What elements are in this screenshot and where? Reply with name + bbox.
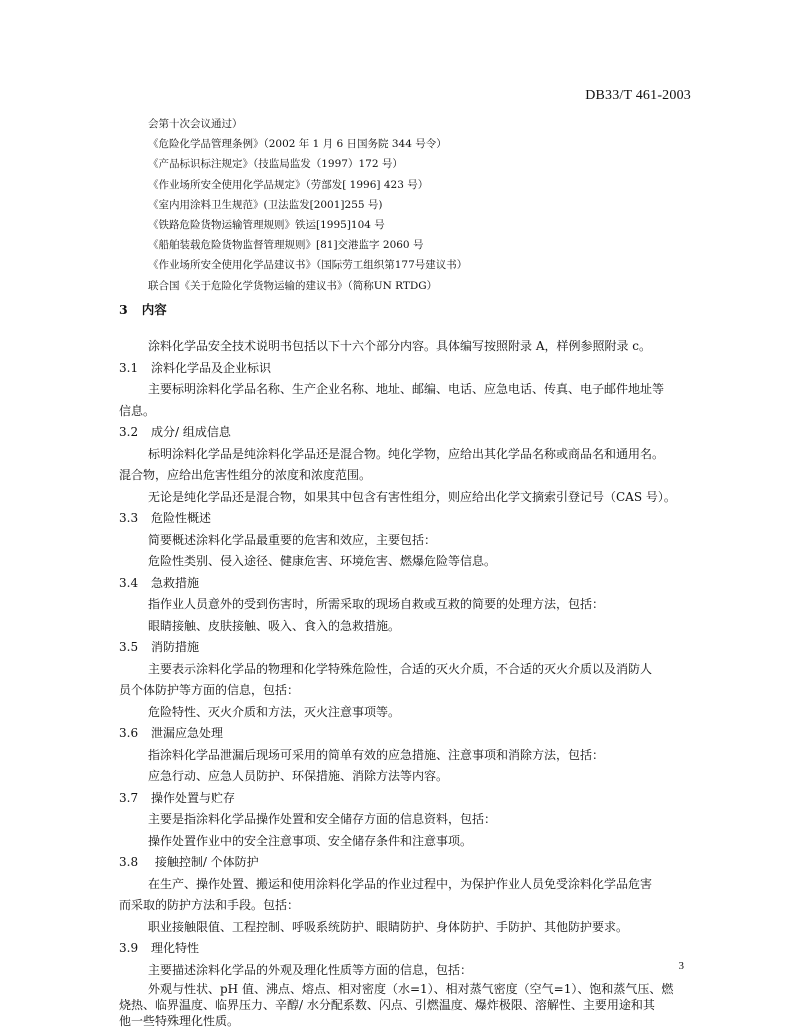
subsection-number: 3.6 [119, 726, 139, 740]
paragraph-line: 主要标明涂料化学品名称、生产企业名称、地址、邮编、电话、应急电话、传真、电子邮件地址等 [148, 382, 665, 396]
subsection-title: 理化特性 [151, 941, 200, 955]
paragraph-line: 混合物，应给出危害性组分的浓度和浓度范围。 [119, 468, 372, 482]
paragraph-line: 简要概述涂料化学品最重要的危害和效应，主要包括： [148, 532, 437, 547]
paragraph-line: 职业接触限值、工程控制、呼吸系统防护、眼睛防护、身体防护、手防护、其他防护要求。 [148, 919, 629, 934]
subsection-heading [119, 422, 689, 444]
paragraph-line: 烧热、临界温度、临界压力、辛醇/ 水分配系数、闪点、引燃温度、爆炸极限、溶解性、主要用途和其 [119, 998, 655, 1012]
reference-item: 《室内用涂料卫生规范》(卫法监发[2001]255 号) [148, 198, 383, 211]
subsection-heading [119, 637, 689, 659]
subsection-heading [119, 358, 689, 380]
paragraph-line: 危险特性、灭火介质和方法，灭火注意事项等。 [148, 704, 401, 719]
paragraph-line: 无论是纯化学品还是混合物，如果其中包含有害性组分，则应给出化学文摘索引登记号（CAS 号）。 [148, 489, 676, 504]
paragraph-line: 在生产、操作处置、搬运和使用涂料化学品的作业过程中，为保护作业人员免受涂料化学品危害 [148, 876, 653, 891]
paragraph-line: 信息。 [119, 403, 156, 418]
paragraph-line: 外观与性状、pH 值、沸点、熔点、相对密度（水=1）、相对蒸气密度（空气=1）、饱和蒸气压、燃 [148, 982, 674, 996]
paragraph-line: 操作处置作业中的安全注意事项、安全储存条件和注意事项。 [148, 833, 473, 848]
reference-list [148, 114, 708, 296]
paragraph-line: 危险性类别、侵入途径、健康危害、环境危害、燃爆危险等信息。 [148, 554, 497, 568]
reference-item: 联合国《关于危险化学货物运输的建议书》（简称UN RTDG） [148, 279, 438, 292]
paragraph-line: 他一些特殊理化性质。 [119, 1014, 240, 1028]
subsection-heading [119, 938, 689, 960]
paragraph-line: 指作业人员意外的受到伤害时，所需采取的现场自救或互救的简要的处理方法，包括： [148, 597, 605, 611]
reference-item: 《作业场所安全使用化学品规定》（劳部发[ 1996] 423 号） [148, 178, 429, 191]
subsection-title: 消防措施 [151, 640, 200, 654]
subsection-heading [119, 723, 689, 745]
reference-item: 会第十次会议通过） [148, 118, 243, 130]
paragraph-line: 眼睛接触、皮肤接触、吸入、食入的急救措施。 [148, 618, 401, 633]
intro-paragraph: 涂料化学品安全技术说明书包括以下十六个部分内容。具体编写按照附录 A，样例参照附录 c。 [148, 339, 652, 353]
subsection-number: 3.9 [119, 941, 139, 955]
subsection-number: 3.5 [119, 640, 139, 654]
paragraph-line: 员个体防护等方面的信息，包括： [119, 683, 300, 697]
paragraph-line: 主要描述涂料化学品的外观及理化性质等方面的信息，包括： [148, 962, 473, 977]
subsection-heading [119, 508, 689, 530]
subsection-number: 3.1 [119, 360, 139, 375]
subsection-title: 操作处置与贮存 [151, 790, 236, 805]
section-heading [119, 300, 167, 318]
subsection-number: 3.7 [119, 790, 139, 805]
subsection-number: 3.3 [119, 511, 139, 525]
paragraph-line: 标明涂料化学品是纯涂料化学品还是混合物。纯化学物，应给出其化学品名称或商品名和通用名。 [148, 446, 665, 461]
subsection-title: 危险性概述 [151, 511, 212, 525]
paragraph-line: 应急行动、应急人员防护、环保措施、消除方法等内容。 [148, 769, 449, 783]
section-number: 3 [119, 302, 128, 317]
paragraph-line: 而采取的防护方法和手段。包括： [119, 898, 300, 912]
subsection-title: 接触控制/ 个体防护 [151, 855, 259, 869]
subsection-number: 3.4 [119, 575, 139, 590]
reference-item: 《铁路危险货物运输管理规则》铁运[1995]104 号 [148, 219, 385, 232]
reference-item: 《作业场所安全使用化学品建议书》（国际劳工组织第177号建议书） [148, 259, 468, 272]
subsection-title: 涂料化学品及企业标识 [151, 360, 272, 375]
reference-item: 《船舶装载危险货物监督管理规则》[81]交港监字 2060 号 [148, 239, 424, 252]
reference-item: 《危险化学品管理条例》（2002 年 1 月 6 日国务院 344 号令） [148, 138, 447, 151]
paragraph-line: 主要是指涂料化学品操作处置和安全储存方面的信息资料，包括： [148, 812, 497, 826]
subsection-heading [119, 573, 689, 595]
standard-code: DB33/T 461-2003 [585, 88, 691, 103]
subsection-heading [119, 852, 689, 874]
paragraph-line: 指涂料化学品泄漏后现场可采用的简单有效的应急措施、注意事项和消除方法，包括： [148, 747, 605, 762]
reference-item: 《产品标识标注规定》（技监局监发（1997）172 号） [148, 158, 403, 171]
section-title: 内容 [141, 302, 167, 317]
subsection-title: 成分/ 组成信息 [151, 425, 231, 439]
subsection-heading [119, 788, 689, 810]
section-content [119, 336, 689, 1029]
subsection-number: 3.2 [119, 425, 139, 439]
paragraph-line: 主要表示涂料化学品的物理和化学特殊危险性，合适的灭火介质，不合适的灭火介质以及消防人 [148, 661, 653, 676]
subsection-number: 3.8 [119, 855, 139, 869]
subsection-title: 急救措施 [151, 575, 200, 590]
subsection-title: 泄漏应急处理 [151, 726, 224, 740]
page-number: 3 [678, 960, 684, 972]
